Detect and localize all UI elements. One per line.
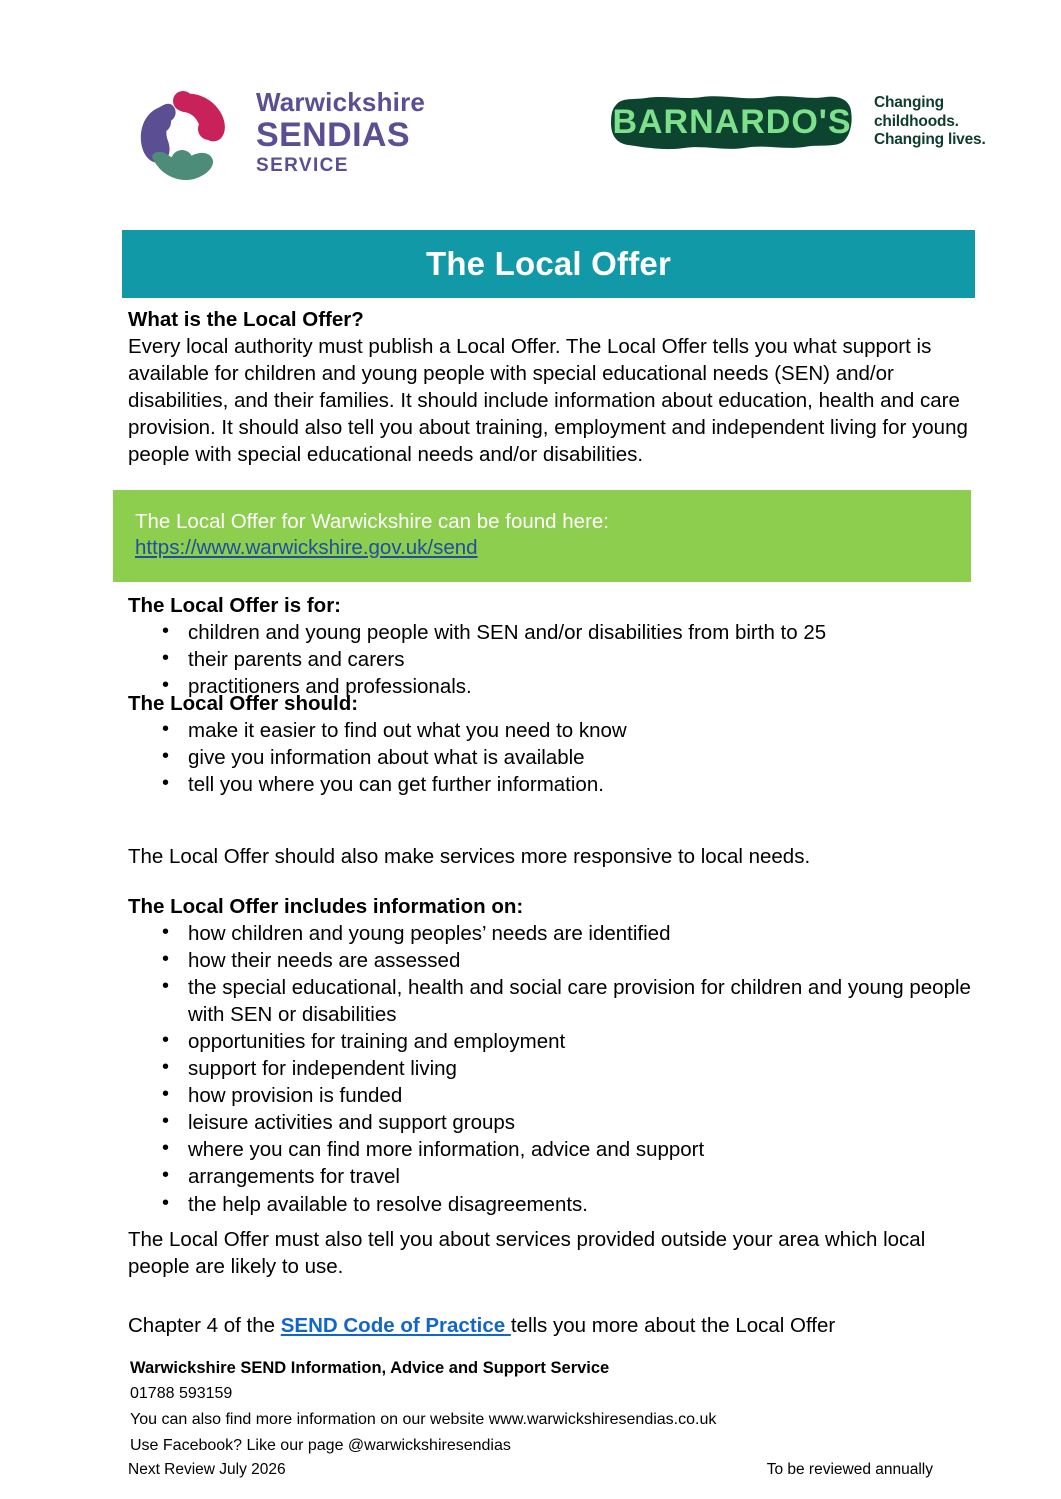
local-offer-is-for-section	[128, 592, 978, 700]
list-item: • how provision is funded	[156, 1082, 978, 1109]
warwickshire-sendias-logo	[130, 70, 460, 195]
chapter-reference-line	[128, 1312, 978, 1339]
footer-website-line: You can also find more information on our website www.warwickshiresendias.co.uk	[130, 1410, 717, 1428]
list-item: • make it easier to find out what you need to know	[156, 717, 978, 744]
barnardos-strapline	[874, 94, 1006, 151]
list-item: • practitioners and professionals.	[156, 673, 978, 700]
local-offer-includes-section	[128, 893, 978, 1218]
should-list	[128, 717, 978, 798]
barnardos-strapline-line1: Changing childhoods.	[874, 93, 959, 130]
should-heading: The Local Offer should:	[128, 692, 359, 715]
list-item: • the special educational, health and social care provision for children and young people with SEN or disabilities	[156, 974, 978, 1028]
footer-review-frequency: To be reviewed annually	[766, 1461, 933, 1478]
svg-text:BARNARDO'S: BARNARDO'S	[612, 103, 852, 141]
header-logos	[0, 62, 1061, 197]
chapter-reference-section	[128, 1312, 978, 1339]
intro-heading: What is the Local Offer?	[128, 308, 364, 331]
sendias-circle-people-icon	[130, 79, 238, 187]
list-item: • give you information about what is available	[156, 744, 978, 771]
footer-org-name: Warwickshire SEND Information, Advice and Support Service	[130, 1359, 610, 1377]
list-item: • how their needs are assessed	[156, 947, 978, 974]
warwickshire-send-link[interactable]: https://www.warwickshire.gov.uk/send	[135, 536, 478, 560]
callout-text: The Local Offer for Warwickshire can be found here:	[135, 510, 610, 533]
outside-area-note: The Local Offer must also tell you about services provided outside your area which local people are likely to use.	[128, 1228, 926, 1279]
list-item: • leisure activities and support groups	[156, 1109, 978, 1136]
includes-list	[128, 920, 978, 1218]
footer-facebook-line: Use Facebook? Like our page @warwickshiresendias	[130, 1436, 511, 1454]
responsive-note-section	[128, 843, 978, 870]
list-item: • the help available to resolve disagreements.	[156, 1191, 978, 1218]
outside-area-section	[128, 1226, 978, 1280]
includes-heading: The Local Offer includes information on:	[128, 895, 524, 918]
sendias-line-sendias: SENDIAS	[256, 115, 410, 154]
local-offer-should-section	[128, 690, 978, 798]
list-item: • tell you where you can get further information.	[156, 771, 978, 798]
footer-contact-block	[130, 1357, 940, 1459]
send-code-of-practice-link[interactable]: SEND Code of Practice	[280, 1314, 511, 1337]
footer-review-row	[128, 1461, 933, 1479]
list-item: • where you can find more information, advice and support	[156, 1136, 978, 1163]
chapter-prefix: Chapter 4 of the	[128, 1314, 281, 1337]
list-item: • opportunities for training and employment	[156, 1028, 978, 1055]
local-offer-link-callout	[113, 490, 971, 582]
intro-body: Every local authority must publish a Local Offer. The Local Offer tells you what support is available for children and young people with special educational needs (SEN) and/or disabilities, and their families. It should include information about education, health and care provision. It should also tell you about training, employment and independent living for young people with special educational needs and/or disabilities.	[128, 335, 968, 467]
footer-next-review: Next Review July 2026	[128, 1461, 286, 1478]
is-for-heading: The Local Offer is for:	[128, 594, 341, 617]
sendias-wordmark	[256, 89, 425, 176]
barnardos-strapline-line2: Changing lives.	[874, 131, 986, 149]
list-item: • support for independent living	[156, 1055, 978, 1082]
footer-phone: 01788 593159	[130, 1384, 233, 1402]
responsive-note: The Local Offer should also make services more responsive to local needs.	[128, 845, 811, 868]
list-item: • arrangements for travel	[156, 1163, 978, 1190]
sendias-line-service: SERVICE	[256, 155, 349, 177]
barnardos-wordmark-icon	[606, 91, 858, 153]
page-title: The Local Offer	[425, 245, 672, 282]
list-item: • children and young people with SEN and/or disabilities from birth to 25	[156, 619, 978, 646]
barnardos-logo	[606, 82, 1006, 162]
list-item: • their parents and carers	[156, 646, 978, 673]
intro-section	[128, 306, 978, 468]
list-item: • how children and young peoples’ needs are identified	[156, 920, 978, 947]
chapter-suffix: tells you more about the Local Offer	[510, 1314, 836, 1337]
is-for-list	[128, 619, 978, 700]
sendias-line-warwickshire: Warwickshire	[256, 87, 426, 118]
page-title-banner	[122, 230, 975, 298]
